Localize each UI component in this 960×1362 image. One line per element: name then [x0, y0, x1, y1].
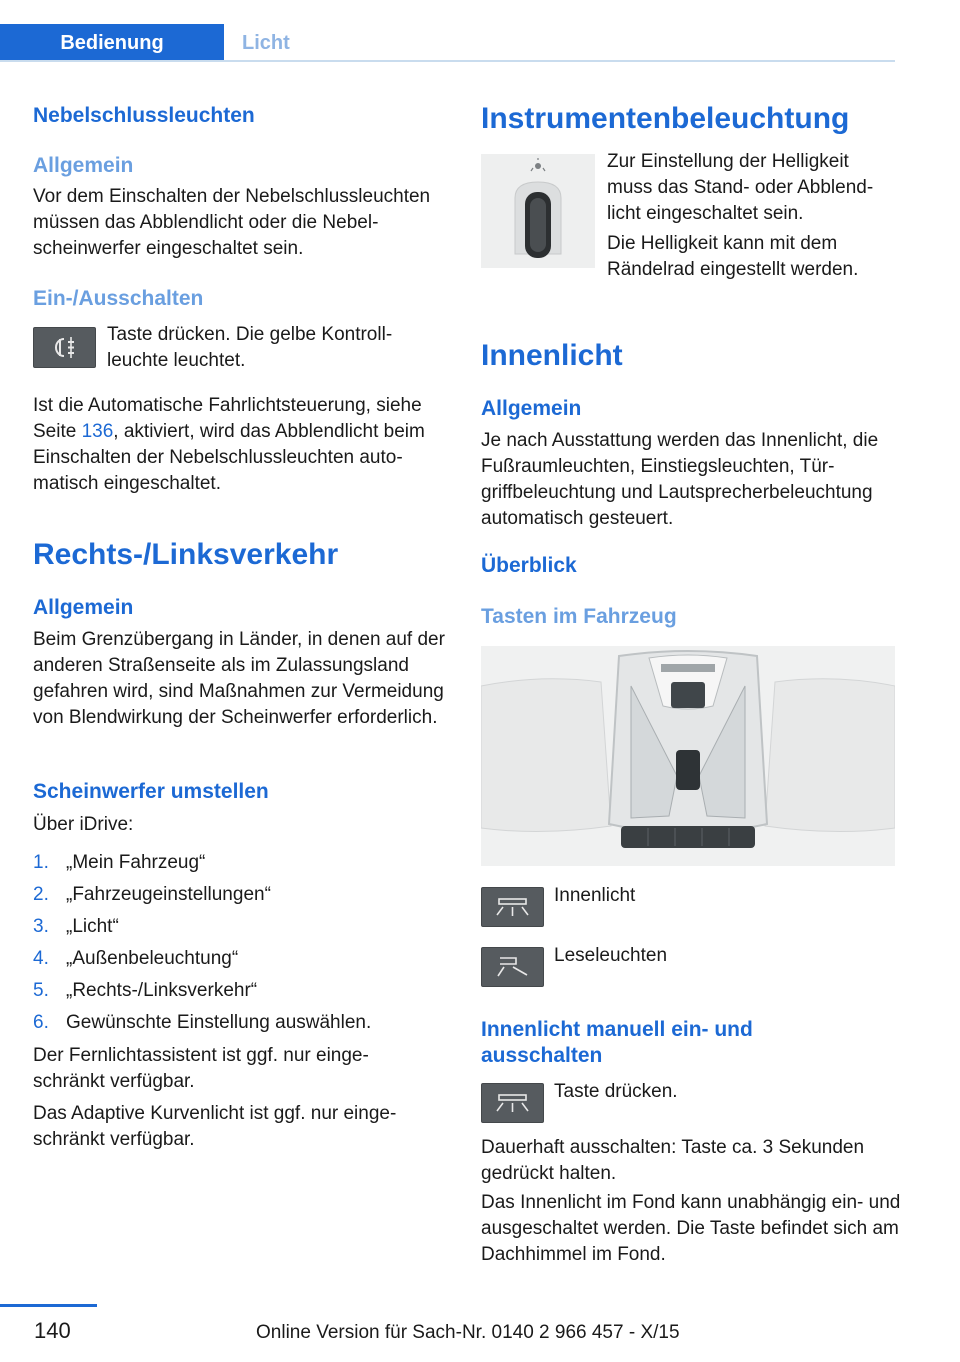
text-ueber-idrive: Über iDrive: — [33, 814, 134, 835]
text-instr-1: Zur Einstellung der Helligkeit muss das Stand- oder Abblendlicht eingeschaltet sein. — [607, 151, 874, 224]
heading-instrumentenbeleuchtung: Instrumentenbeleuchtung — [481, 102, 850, 135]
text-innen-allgemein: Je nach Ausstattung werden das Innenlicht, die Fußraumleuchten, Einstiegsleuchten, Türgriffbeleuchtung und Lautsprecherbeleuchtung automatisch gesteuert. — [481, 430, 879, 529]
text-dauerhaft-ausschalten: Dauerhaft ausschalten: Taste ca. 3 Sekunden gedrückt halten. — [481, 1137, 865, 1184]
dimmer-wheel-icon — [481, 154, 595, 268]
heading-scheinwerfer-umstellen: Scheinwerfer umstellen — [33, 780, 269, 803]
innenlicht-button-image — [481, 887, 544, 927]
heading-ueberblick: Überblick — [481, 554, 577, 577]
reading-light-icon — [482, 948, 543, 986]
tab-licht[interactable] — [240, 24, 290, 62]
leseleuchten-button-image — [481, 947, 544, 987]
text-kurvenlicht: Das Adaptive Kurvenlicht ist ggf. nur eingeschränkt verfügbar. — [33, 1103, 397, 1150]
text-innenlicht-fond: Das Innenlicht im Fond kann unabhängig ein- und ausgeschaltet werden. Die Taste befindet sich am Dachhimmel im Fond. — [481, 1192, 901, 1265]
list-item: 3. „Licht“ — [33, 916, 119, 937]
heading-allgemein-innen: Allgemein — [481, 397, 582, 420]
roof-console-illustration — [481, 646, 895, 866]
heading-rechts-linksverkehr: Rechts-/Linksverkehr — [33, 538, 339, 571]
heading-allgemein-rl: Allgemein — [33, 596, 134, 619]
heading-innenlicht: Innenlicht — [481, 339, 623, 372]
heading-nebelschlussleuchten: Nebelschlussleuchten — [33, 104, 255, 127]
heading-tasten-im-fahrzeug: Tasten im Fahrzeug — [481, 605, 677, 628]
interior-light-icon — [482, 1084, 543, 1122]
idrive-steps-list — [33, 847, 453, 1039]
heading-innenlicht-manuell: Innenlicht manuell ein- und ausschalten — [481, 1018, 753, 1067]
online-version-note: Online Version für Sach-Nr. 0140 2 966 457 - X/15 — [256, 1322, 680, 1343]
tab-bedienung[interactable]: Bedienung — [0, 24, 224, 62]
list-item: 1. „Mein Fahrzeug“ — [33, 852, 206, 873]
tab-licht-label: Licht — [242, 31, 290, 54]
text-auto-a: Ist die Automatische Fahrlichtsteuerung, siehe Seite — [33, 395, 422, 442]
text-automatische-fahrlicht — [33, 393, 451, 497]
list-item: 4. „Außenbeleuchtung“ — [33, 948, 239, 969]
heading-allgemein-nebel: Allgemein — [33, 154, 134, 177]
text-auto-b: , aktiviert, wird das Abblendlicht beim Einschalten der Nebelschlussleuchten automatisch eingeschaltet. — [33, 421, 425, 494]
label-innenlicht: Innenlicht — [554, 885, 636, 906]
text-rl-allgemein: Beim Grenzübergang in Länder, in denen auf der anderen Straßenseite als im Zulassungsland gefahren wird, sind Maßnahmen zur Vermeidung von Blendwirkung der Scheinwerfer erforderlich. — [33, 629, 445, 728]
page-number: 140 — [34, 1318, 71, 1343]
roof-console-image — [481, 646, 895, 866]
fog-light-button-image — [33, 327, 96, 368]
label-leseleuchten: Leseleuchten — [554, 945, 668, 966]
footer-page-marker — [0, 1304, 97, 1307]
link-seite-136[interactable]: 136 — [81, 421, 114, 442]
list-item: 6. Gewünschte Einstellung auswählen. — [33, 1012, 372, 1033]
list-item: 5. „Rechts-/Linksverkehr“ — [33, 980, 258, 1001]
text-taste-druecken: Taste drücken. — [554, 1081, 678, 1102]
rear-fog-light-icon — [34, 328, 95, 367]
header-divider — [0, 60, 895, 62]
text-instr-2: Die Helligkeit kann mit dem Rändelrad eingestellt werden. — [607, 233, 859, 280]
list-item: 2. „Fahrzeugeinstellungen“ — [33, 884, 271, 905]
text-nebel-allgemein: Vor dem Einschalten der Nebelschlussleuchten müssen das Abblendlicht oder die Nebelscheinwerfer eingeschaltet sein. — [33, 186, 431, 259]
text-fernlichtassistent: Der Fernlichtassistent ist ggf. nur eingeschränkt verfügbar. — [33, 1045, 369, 1092]
text-ein-ausschalten: Taste drücken. Die gelbe Kontrollleuchte leuchtet. — [107, 324, 393, 371]
interior-light-icon — [482, 888, 543, 926]
dimmer-wheel-image — [481, 154, 595, 268]
innenlicht-taste-image — [481, 1083, 544, 1123]
heading-ein-ausschalten: Ein-/Ausschalten — [33, 287, 204, 310]
